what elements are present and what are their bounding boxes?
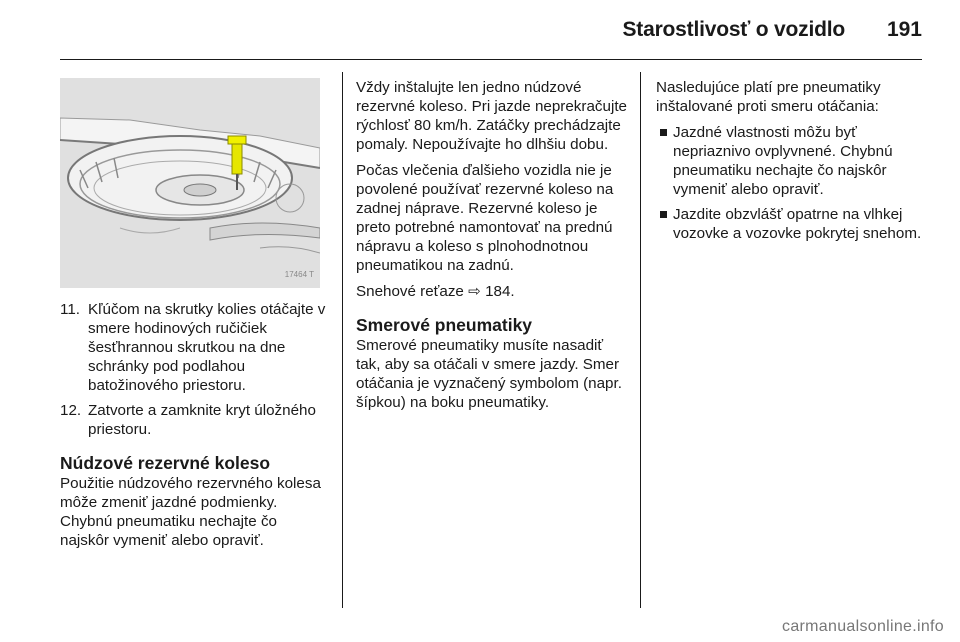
column-3: [656, 78, 924, 249]
step-number: 11.: [60, 301, 80, 318]
spare-wheel-paragraph: Použitie núdzového rezervného kolesa môže zmeniť jazdné podmienky. Chybnú pneumatiku nechajte čo najskôr vymeniť alebo opraviť.: [60, 475, 321, 549]
step-list: [60, 300, 328, 439]
spare-wheel-drawing: [60, 78, 320, 288]
paragraph-towing: Počas vlečenia ďalšieho vozidla nie je povolené používať rezervné koleso na zadnej náprave. Rezervné koleso je preto potrebné namontovať na prednú nápravu a koleso s plnohodnotnou pneumatikou na zadnú.: [356, 162, 614, 274]
column-divider-2: [640, 72, 641, 608]
square-bullet-icon: [660, 211, 667, 218]
square-bullet-icon: [660, 129, 667, 136]
page-reference-arrow-icon: ⇨: [468, 283, 481, 300]
watermark: carmanualsonline.info: [782, 618, 944, 635]
section-heading-spare-wheel: Núdzové rezervné koleso: [60, 453, 271, 473]
column-divider-1: [342, 72, 343, 608]
step-number: 12.: [60, 402, 82, 419]
bullet-text: Jazdné vlastnosti môžu byť nepriaznivo ovplyvnené. Chybnú pneumatiku nechajte čo najskôr vymeniť alebo opraviť.: [673, 124, 893, 198]
list-item: [60, 300, 328, 395]
step-text: Kľúčom na skrutky kolies otáčajte v smere hodinových ručičiek šesťhrannou skrutkou na dne schránky pod podlahou batožinového priestoru.: [88, 301, 326, 394]
section-heading-directional-tyres: Smerové pneumatiky: [356, 315, 533, 335]
column-1: [60, 78, 328, 557]
list-item: [60, 401, 328, 439]
header-divider: [60, 59, 922, 60]
snow-chains-text: Snehové reťaze: [356, 283, 464, 300]
step-text: Zatvorte a zamknite kryt úložného priestoru.: [88, 402, 316, 438]
page-title: Starostlivosť o vozidlo: [622, 18, 845, 41]
paragraph-snow-chains: [356, 282, 628, 301]
list-item: [656, 205, 924, 243]
column-2: [356, 78, 628, 419]
page-reference-link[interactable]: 184.: [485, 283, 515, 300]
page-number: 191: [886, 18, 922, 41]
bullet-list: [656, 123, 924, 243]
directional-tyres-paragraph: Smerové pneumatiky musíte nasadiť tak, aby sa otáčali v smere jazdy. Smer otáčania je vyznačený symbolom (napr. šípkou) na boku pneumatiky.: [356, 337, 622, 411]
figure-number: 17464 T: [284, 270, 314, 279]
list-item: [656, 123, 924, 199]
spare-wheel-illustration: [60, 78, 320, 288]
intro-paragraph: Nasledujúce platí pre pneumatiky inštalované proti smeru otáčania:: [656, 79, 881, 115]
bullet-text: Jazdite obzvlášť opatrne na vlhkej vozovke a vozovke pokrytej snehom.: [673, 206, 922, 242]
paragraph-install: Vždy inštalujte len jedno núdzové rezervné koleso. Pri jazde neprekračujte rýchlosť 80 km/h. Zatáčky prechádzajte pomaly. Nepoužívajte ho dlhšiu dobu.: [356, 79, 627, 153]
